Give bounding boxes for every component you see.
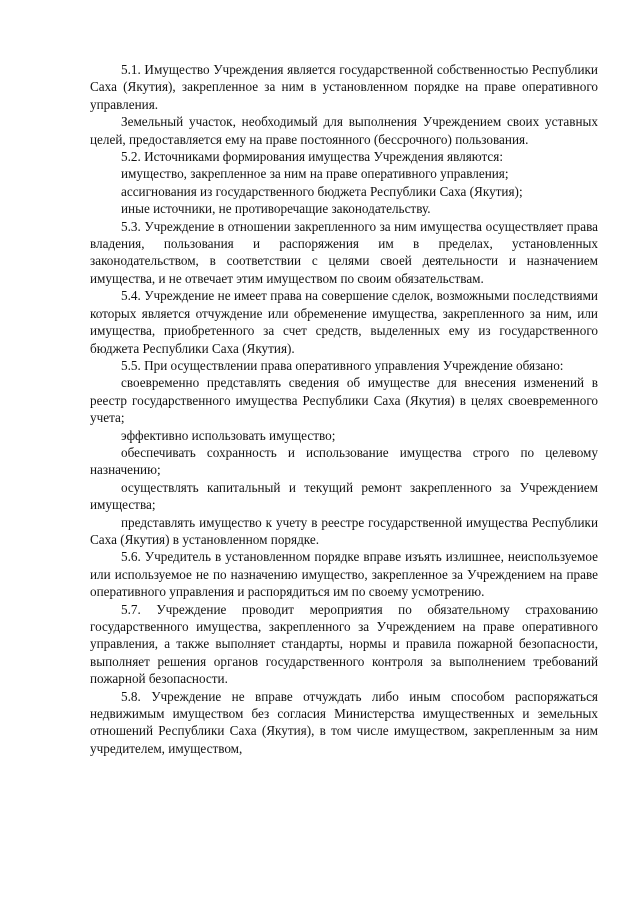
paragraph-duty-2: эффективно использовать имущество; [121, 427, 336, 443]
paragraph-5-7: 5.7. Учреждение проводит мероприятия по обязательному страхованию государственного имущества, закрепленного за Учреждением на праве оперативного управления, а также выполняет стандарты, нормы и правила пожарной безопасности, выполняет решения органов государственного контроля за выполнением требований пожарной безопасности. [90, 601, 598, 687]
paragraph-5-5: 5.5. При осуществлении права оперативного управления Учреждение обязано: [121, 357, 564, 373]
paragraph-5-8: 5.8. Учреждение не вправе отчуждать либо иным способом распоряжаться недвижимым имуществом без согласия Министерства имущественных и земельных отношений Республики Саха (Якутия), в том числе имуществом, закрепленным за ним учредителем, имуществом, [90, 688, 598, 756]
paragraph-duty-3: обеспечивать сохранность и использование имущества строго по целевому назначению; [90, 444, 598, 478]
paragraph-source-2: ассигнования из государственного бюджета Республики Саха (Якутия); [121, 183, 523, 199]
paragraph-duty-4: осуществлять капитальный и текущий ремонт закрепленного за Учреждением имущества; [90, 479, 598, 513]
paragraph-source-1: имущество, закрепленное за ним на праве оперативного управления; [121, 166, 509, 182]
paragraph-5-3: 5.3. Учреждение в отношении закрепленного за ним имущества осуществляет права владения, пользования и распоряжения им в пределах, установленных законодательством, в соответствии с целями своей деятельности и назначением имущества, и не отвечает этим имуществом по своим обязательствам. [90, 218, 598, 286]
paragraph-5-4: 5.4. Учреждение не имеет права на совершение сделок, возможными последствиями которых является отчуждение или обременение имущества, закрепленного за ним, или имущества, приобретенного за счет средств, выделенных ему из государственного бюджета Республики Саха (Якутия). [90, 288, 598, 356]
paragraph-duty-5: представлять имущество к учету в реестре государственной имущества Республики Саха (Якутия) в установленном порядке. [90, 514, 598, 547]
paragraph-land-plot: Земельный участок, необходимый для выполнения Учреждением своих уставных целей, предоставляется ему на праве постоянного (бессрочного) пользования. [90, 114, 598, 147]
paragraph-source-3: иные источники, не противоречащие законодательству. [121, 201, 431, 217]
paragraph-5-1: 5.1. Имущество Учреждения является государственной собственностью Республики Саха (Якутия), закрепленное за ним в установленном порядке на праве оперативного управления. [90, 62, 598, 112]
paragraph-5-6: 5.6. Учредитель в установленном порядке вправе изъять излишнее, неиспользуемое или используемое не по назначению имущество, закрепленное за Учреждением на праве оперативного управления и распорядиться им по своему усмотрению. [90, 549, 598, 600]
paragraph-5-2: 5.2. Источниками формирования имущества Учреждения являются: [121, 149, 503, 165]
paragraph-duty-1: своевременно представлять сведения об имуществе для внесения изменений в реестр государственного имущества Республики Саха (Якутия) в целях своевременного учета; [90, 375, 598, 426]
